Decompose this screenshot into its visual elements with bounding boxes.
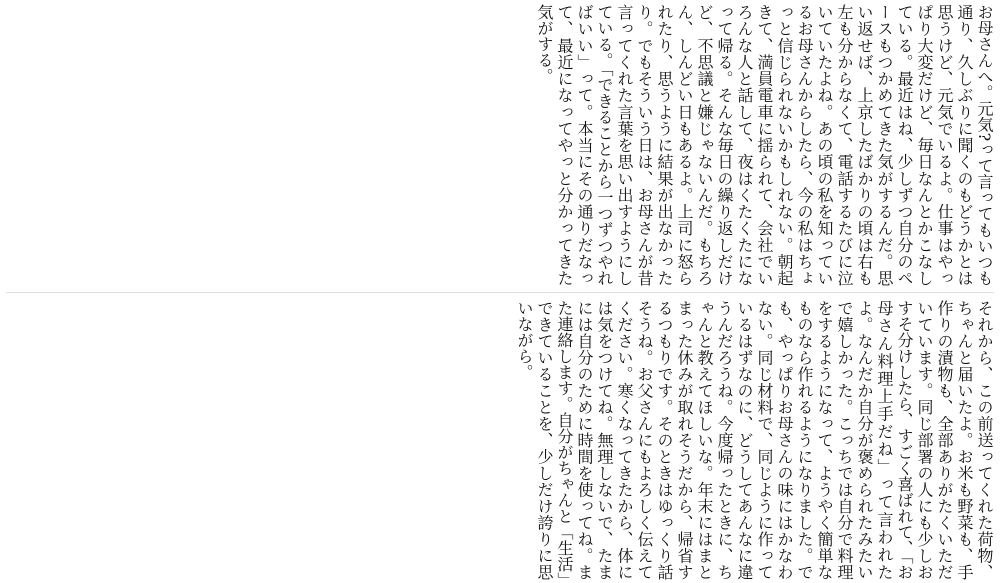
lower-vertical-text: それから、この前送ってくれた荷物、ちゃんと届いたよ。お米も野菜も、手作りの漬物も、全部ありがたくいただいています。同じ部署の人にも少しおすそ分けしたら、すごく喜ばれて、「お母さん料理上手だね」って言われたよ。なんだか自分が褒められたみたいで嬉しかった。こっちでは自分で料理をするようになって、ようやく簡単なものなら作れるようになりました。でも、やっぱりお母さんの味にはかなわない。同じ材料で、同じように作っているはずなのに、どうしてあんなに違うんだろうね。今度帰ったときに、ちゃんと教えてほしいな。年末にはまとまった休みが取れそうだから、帰省するつもりです。そのときはゆっくり話そうね。お父さんにもよろしく伝えてください。寒くなってきたから、体には気をつけてね。無理しないで、たまには自分のために時間を使ってね。また連絡します。自分がちゃんと「生活」できていることを、少しだけ誇りに思いながら。: [515, 300, 994, 580]
upper-text-block: [6, 4, 994, 286]
upper-vertical-text: お母さんへ。元気?って言ってもいつも通り、久しぶりに聞くのもどうかとは思うけど、元気でいるよ。仕事はやっぱり大変だけど、毎日なんとかこなしている。最近はね、少しずつ自分のペースもつかめてきた気がするんだ。思い返せば、上京したばかりの頃は右も左も分からなくて、電話するたびに泣いていたよね。あの頃の私を知っているお母さんからしたら、今の私はちょっと信じられないかもしれない。朝起きて、満員電車に揺られて、会社でいろんな人と話して、夜はくたくたになって帰る。そんな毎日の繰り返しだけど、不思議と嫌じゃないんだ。もちろん、しんどい日もあるよ。上司に怒られたり、思うように結果が出なかったり。でもそういう日は、お母さんが昔言ってくれた言葉を思い出すようにしている。「できることから一つずつやればいい」って。本当にその通りだなって、最近になってやっと分かってきた気がする。: [535, 4, 994, 286]
tier-divider: [6, 292, 994, 293]
lower-text-block: [6, 300, 994, 580]
